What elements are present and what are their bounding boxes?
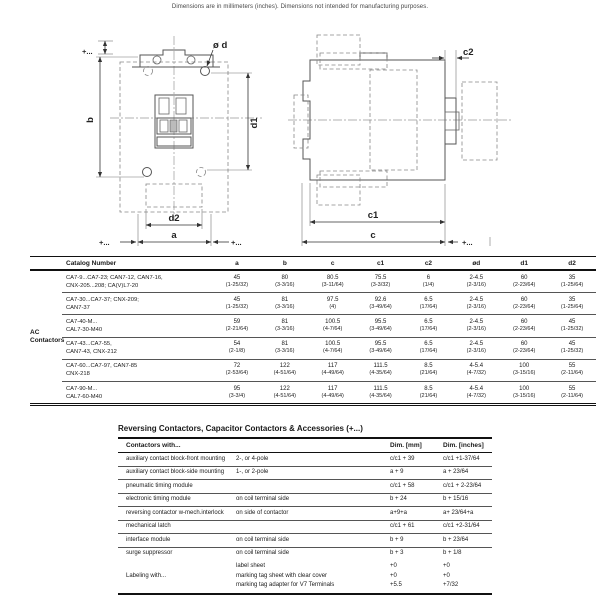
dim-value-inches: (2-23/64) <box>513 348 536 355</box>
dim-cell <box>261 385 309 401</box>
dim-cell <box>500 385 548 401</box>
dim-label-plus-bl: +... <box>99 238 110 247</box>
dim-cell <box>500 340 548 356</box>
dim-value-inches: (4-49/64) <box>321 370 344 377</box>
catalog-cell <box>62 362 213 378</box>
table-row <box>118 533 492 547</box>
acc-mm: b + 3 <box>390 550 404 557</box>
dimension-drawings <box>0 28 600 256</box>
table-row <box>118 493 492 507</box>
dim-cell <box>357 274 405 290</box>
dimension-table <box>30 256 596 406</box>
dim-cell <box>548 340 596 356</box>
dim-cell <box>261 274 309 290</box>
catalog-line: CA7-40-M... <box>66 318 98 325</box>
table-row <box>118 479 492 493</box>
dim-value-inches: (2-53/64) <box>225 370 249 377</box>
table-row <box>62 292 596 314</box>
dim-table-body <box>30 271 596 403</box>
dim-value-mm: 111.5 <box>373 363 388 370</box>
dim-value-inches: (1-25/32) <box>560 348 584 355</box>
acc-name: mechanical latch <box>126 523 171 530</box>
dim-value-mm: 81 <box>281 318 289 325</box>
dim-value-inches: (1-25/32) <box>225 281 249 288</box>
dim-value-inches: (2-3/16) <box>466 303 486 310</box>
dim-value-inches: (4-35/64) <box>369 370 392 377</box>
dim-cell <box>213 318 261 334</box>
dim-cell <box>213 274 261 290</box>
dim-value-mm: 60 <box>520 318 528 325</box>
acc-name: reversing contactor w-mech.interlock <box>126 509 224 516</box>
dim-value-mm: 100 <box>519 363 530 370</box>
dim-label-plus-top: +... <box>82 47 93 56</box>
dim-col-header: b <box>282 260 287 267</box>
acc-qualifier: on coil terminal side <box>236 496 290 503</box>
catalog-line: CAL7-30-M40 <box>66 327 103 334</box>
dim-cell <box>500 318 548 334</box>
dim-value-inches: (21/64) <box>419 392 438 399</box>
labeling-mm: +0 <box>390 563 397 570</box>
table-row <box>62 337 596 359</box>
group-label-line: AC <box>30 329 40 337</box>
dim-value-inches: (2-23/64) <box>513 326 536 333</box>
dim-value-mm: 81 <box>281 296 289 303</box>
page-note: Dimensions are in millimeters (inches). Dimensions not intended for manufacturing purposes. <box>171 4 429 10</box>
dim-cell <box>261 318 309 334</box>
dim-value-mm: 6.5 <box>424 318 433 325</box>
acc-mm: c/c1 + 61 <box>390 523 415 530</box>
dim-value-mm: 6.5 <box>424 296 433 303</box>
dim-value-mm: 95.5 <box>374 341 387 348</box>
dim-cell <box>548 274 596 290</box>
dim-value-mm: 45 <box>233 274 241 281</box>
dim-value-mm: 8.5 <box>424 385 433 392</box>
table-row <box>118 506 492 520</box>
acc-qualifier <box>236 523 390 531</box>
dim-value-mm: 6 <box>426 274 431 281</box>
dim-value-inches: (2-23/64) <box>513 281 536 288</box>
dim-value-inches: (4-35/64) <box>369 392 392 399</box>
dim-value-inches: (4-51/64) <box>273 392 296 399</box>
labeling-mm: +5.5 <box>390 582 402 589</box>
dim-value-mm: 72 <box>233 363 241 370</box>
dim-value-inches: (2-21/64) <box>225 326 249 333</box>
dim-cell <box>548 318 596 334</box>
dim-value-inches: (3-49/64) <box>369 326 392 333</box>
dim-cell <box>452 296 500 312</box>
dim-col-header: a <box>235 260 239 267</box>
acc-col-header <box>236 442 390 450</box>
dim-value-inches: (17/64) <box>419 326 438 333</box>
accessories-section <box>118 424 492 595</box>
dim-cell <box>500 274 548 290</box>
acc-inches: c/c1 +1-37/64 <box>443 455 480 462</box>
labeling-items <box>236 563 492 590</box>
catalog-line: CA7-60...CA7-97, CAN7-85 <box>66 363 138 370</box>
dim-value-inches: (2-3/16) <box>466 326 486 333</box>
acc-name: electronic timing module <box>126 496 191 503</box>
catalog-line: CA7-43...CA7-55, <box>66 341 112 348</box>
dim-cell <box>357 340 405 356</box>
acc-qualifier: on coil terminal side <box>236 550 290 557</box>
dim-value-mm: 111.5 <box>373 385 388 392</box>
dim-value-inches: (4-49/64) <box>321 392 344 399</box>
dim-cell <box>405 296 453 312</box>
dim-value-inches: (3-15/16) <box>513 370 536 377</box>
catalog-line: CNX-218 <box>66 371 90 378</box>
acc-qualifier <box>236 483 390 491</box>
dim-value-inches: (4) <box>329 303 337 310</box>
acc-col-header: Contactors with... <box>126 441 181 449</box>
dim-value-mm: 45 <box>568 318 576 325</box>
dim-value-mm: 100.5 <box>325 318 341 325</box>
dim-cell <box>261 362 309 378</box>
dim-value-inches: (17/64) <box>419 348 438 355</box>
acc-qualifier: on coil terminal side <box>236 536 290 543</box>
labeling-mm: +0 <box>390 572 397 579</box>
catalog-cell <box>62 296 213 312</box>
labeling-inches: +7/32 <box>443 582 459 589</box>
dim-cell <box>405 385 453 401</box>
dim-value-inches: (1-25/64) <box>560 303 584 310</box>
dim-value-inches: (3-3/16) <box>275 348 295 355</box>
catalog-line: CA7-9...CA7-23; CAN7-12, CAN7-16, <box>66 274 163 281</box>
labeling-inches: +0 <box>443 572 450 579</box>
dim-value-mm: 100.5 <box>325 341 341 348</box>
dim-label-plus-side: +... <box>462 238 473 247</box>
dim-cell <box>309 362 357 378</box>
acc-mm: b + 24 <box>390 496 407 503</box>
dim-value-inches: (2-3/16) <box>466 281 486 288</box>
dim-value-inches: (2-11/64) <box>561 392 584 399</box>
dim-table-header-row <box>30 257 596 271</box>
dim-value-mm: 60 <box>520 341 528 348</box>
acc-name: interface module <box>126 536 171 543</box>
dim-cell <box>309 296 357 312</box>
acc-inches: b + 15/16 <box>443 496 469 503</box>
labeling-qualifier: marking tag adapter for V7 Terminals <box>236 582 335 589</box>
table-row <box>118 520 492 534</box>
dim-value-inches: (3-11/64) <box>321 281 344 288</box>
dim-label-c2: c2 <box>463 47 474 58</box>
dim-cell <box>261 296 309 312</box>
dim-value-inches: (1-25/32) <box>225 303 249 310</box>
dim-cell <box>213 296 261 312</box>
dim-value-inches: (21/64) <box>419 370 438 377</box>
dim-cell <box>357 385 405 401</box>
dim-value-mm: 95 <box>233 385 241 392</box>
acc-qualifier: 1-, or 2-pole <box>236 469 269 476</box>
dim-cell <box>548 296 596 312</box>
catalog-cell <box>62 274 213 290</box>
accessories-table-title: Reversing Contactors, Capacitor Contactors & Accessories (+...) <box>118 424 363 433</box>
dim-value-inches: (4-7/64) <box>323 326 343 333</box>
dim-cell <box>500 296 548 312</box>
dim-value-mm: 2-4.5 <box>469 296 484 303</box>
dim-value-mm: 117 <box>327 385 338 392</box>
acc-inches: b + 1/8 <box>443 550 462 557</box>
dim-table-gutter <box>30 257 62 269</box>
dim-value-mm: 92.6 <box>374 296 387 303</box>
dim-value-inches: (4-51/64) <box>273 370 296 377</box>
dim-cell <box>261 340 309 356</box>
dim-table-rows <box>62 271 596 403</box>
dim-value-inches: (3-3/32) <box>370 281 391 288</box>
accessories-table <box>118 437 492 595</box>
dim-value-inches: (4-7/32) <box>466 392 486 399</box>
dim-cell <box>452 340 500 356</box>
dim-cell <box>405 340 453 356</box>
dim-value-inches: (1-25/64) <box>560 281 584 288</box>
catalog-line: CNX-205...208; CA(V)L7-20 <box>66 282 139 289</box>
dim-label-c: c <box>370 230 376 241</box>
acc-mm: a + 9 <box>390 469 404 476</box>
dim-col-header: d2 <box>568 260 576 267</box>
acc-mm: c/c1 + 39 <box>390 455 415 462</box>
dim-value-mm: 4-5.4 <box>469 385 484 392</box>
dim-value-inches: (2-23/64) <box>513 303 536 310</box>
dim-cell <box>309 318 357 334</box>
acc-name: auxiliary contact block-front mounting <box>126 455 226 462</box>
labeling-qualifier: label sheet <box>236 563 266 570</box>
dim-cell <box>452 385 500 401</box>
dim-value-mm: 60 <box>520 296 528 303</box>
table-row <box>62 359 596 381</box>
catalog-line: CAN7-43, CNX-212 <box>66 349 117 356</box>
labeling-inches: +0 <box>443 563 450 570</box>
acc-col-header: Dim. [inches] <box>443 441 484 449</box>
dim-label-d2: d2 <box>168 213 180 224</box>
dim-col-header: c2 <box>424 260 433 267</box>
dim-cell <box>548 385 596 401</box>
dim-value-inches: (3-49/64) <box>369 303 392 310</box>
dim-value-mm: 2-4.5 <box>469 341 484 348</box>
dim-cell <box>357 362 405 378</box>
dim-value-mm: 2-4.5 <box>469 274 484 281</box>
dim-value-inches: (3-3/16) <box>275 326 295 333</box>
dim-cell <box>213 340 261 356</box>
dim-label-c1: c1 <box>367 210 379 221</box>
dim-cell <box>357 296 405 312</box>
dim-col-header: d1 <box>520 260 528 267</box>
dim-col-header: c <box>330 260 335 267</box>
catalog-cell <box>62 385 213 401</box>
dim-cell <box>405 362 453 378</box>
dim-cell <box>357 318 405 334</box>
dim-cell <box>452 274 500 290</box>
dim-label-dia-d: ø d <box>213 40 228 51</box>
dim-value-inches: (3-15/16) <box>513 392 536 399</box>
front-view-drawing <box>82 36 262 247</box>
dim-value-mm: 55 <box>568 363 576 370</box>
table-row <box>62 271 596 292</box>
dim-value-inches: (1/4) <box>422 281 435 288</box>
dim-cell <box>309 340 357 356</box>
side-view-drawing <box>288 35 512 247</box>
dim-value-mm: 35 <box>568 296 576 303</box>
dim-col-header: c1 <box>376 260 385 267</box>
acc-labeling-row <box>118 560 492 593</box>
dim-value-mm: 6.5 <box>424 341 433 348</box>
table-row <box>118 453 492 466</box>
dim-value-mm: 122 <box>279 385 290 392</box>
dim-label-plus-br: +... <box>231 238 242 247</box>
acc-qualifier: 2-, or 4-pole <box>236 455 269 462</box>
acc-table-rows <box>118 453 492 560</box>
labeling-name: Labeling with... <box>126 572 167 579</box>
dim-value-inches: (4-7/64) <box>323 348 343 355</box>
catalog-line: CAN7-37 <box>66 304 90 311</box>
labeling-qualifier: marking tag sheet with clear cover <box>236 572 328 579</box>
dim-cell <box>309 385 357 401</box>
dim-value-mm: 117 <box>327 363 338 370</box>
acc-inches: b + 23/64 <box>443 536 469 543</box>
dim-label-d1: d1 <box>249 117 260 129</box>
catalog-line: CA7-90-M... <box>66 385 98 392</box>
dim-value-inches: (3-3/4) <box>228 392 246 399</box>
dim-value-mm: 54 <box>233 341 241 348</box>
dim-value-inches: (2-3/16) <box>466 348 486 355</box>
dim-value-inches: (1-25/32) <box>560 326 584 333</box>
dim-value-mm: 35 <box>568 274 576 281</box>
acc-col-header: Dim. [mm] <box>390 441 422 449</box>
acc-name: surge suppressor <box>126 550 173 557</box>
acc-name: pneumatic timing module <box>126 482 193 489</box>
table-row <box>62 314 596 336</box>
dim-value-mm: 80.5 <box>326 274 339 281</box>
dim-value-mm: 81 <box>281 341 289 348</box>
dim-label-a: a <box>171 230 177 241</box>
dim-label-b: b <box>85 117 96 123</box>
dim-value-mm: 80 <box>281 274 289 281</box>
dim-value-inches: (17/64) <box>419 303 438 310</box>
acc-qualifier: on side of contactor <box>236 509 289 516</box>
dim-value-mm: 4-5.4 <box>469 363 484 370</box>
dim-value-inches: (4-7/32) <box>466 370 486 377</box>
dim-value-mm: 45 <box>233 296 241 303</box>
catalog-line: CA7-30...CA7-37; CNX-209; <box>66 296 139 303</box>
table-row <box>118 466 492 480</box>
dim-cell <box>548 362 596 378</box>
dim-cell <box>452 362 500 378</box>
dim-col-header: ød <box>472 260 481 267</box>
dim-value-mm: 2-4.5 <box>469 318 484 325</box>
acc-inches: a+ 23/64+a <box>443 509 474 516</box>
acc-table-header <box>118 439 492 453</box>
dim-cell <box>213 385 261 401</box>
dim-cell <box>309 274 357 290</box>
table-row <box>118 547 492 561</box>
group-label <box>30 271 65 403</box>
dim-value-mm: 100 <box>519 385 530 392</box>
dim-value-inches: (2-1/8) <box>228 348 246 355</box>
table-row <box>62 381 596 403</box>
dim-value-mm: 8.5 <box>424 363 433 370</box>
acc-inches: c/c1 + 2-23/64 <box>443 482 482 489</box>
catalog-cell <box>62 340 213 356</box>
acc-mm: a+9+a <box>390 509 408 516</box>
dim-value-mm: 60 <box>520 274 528 281</box>
acc-inches: a + 23/64 <box>443 469 469 476</box>
catalog-line: CAL7-60-M40 <box>66 393 103 400</box>
dim-cell <box>452 318 500 334</box>
dim-table-header <box>62 257 596 269</box>
dim-value-inches: (3-3/16) <box>275 303 295 310</box>
acc-mm: c/c1 + 58 <box>390 482 415 489</box>
dim-value-mm: 55 <box>568 385 576 392</box>
dim-value-mm: 122 <box>279 363 290 370</box>
acc-mm: b + 9 <box>390 536 404 543</box>
dim-value-mm: 95.5 <box>374 318 387 325</box>
dim-cell <box>405 318 453 334</box>
dim-value-mm: 97.5 <box>326 296 339 303</box>
dim-value-mm: 45 <box>568 341 576 348</box>
catalog-cell <box>62 318 213 334</box>
dim-value-mm: 75.5 <box>374 274 387 281</box>
dim-value-inches: (2-11/64) <box>561 370 584 377</box>
dim-cell <box>405 274 453 290</box>
acc-name: auxiliary contact block-side mounting <box>126 469 225 476</box>
dim-col-header: Catalog Number <box>66 260 117 267</box>
group-label-line: Contactors <box>30 337 65 345</box>
dim-cell <box>213 362 261 378</box>
dim-value-inches: (3-49/64) <box>369 348 392 355</box>
dim-value-inches: (3-3/16) <box>275 281 295 288</box>
acc-inches: c/c1 +2-31/64 <box>443 523 480 530</box>
dim-cell <box>500 362 548 378</box>
dim-value-mm: 59 <box>233 318 241 325</box>
